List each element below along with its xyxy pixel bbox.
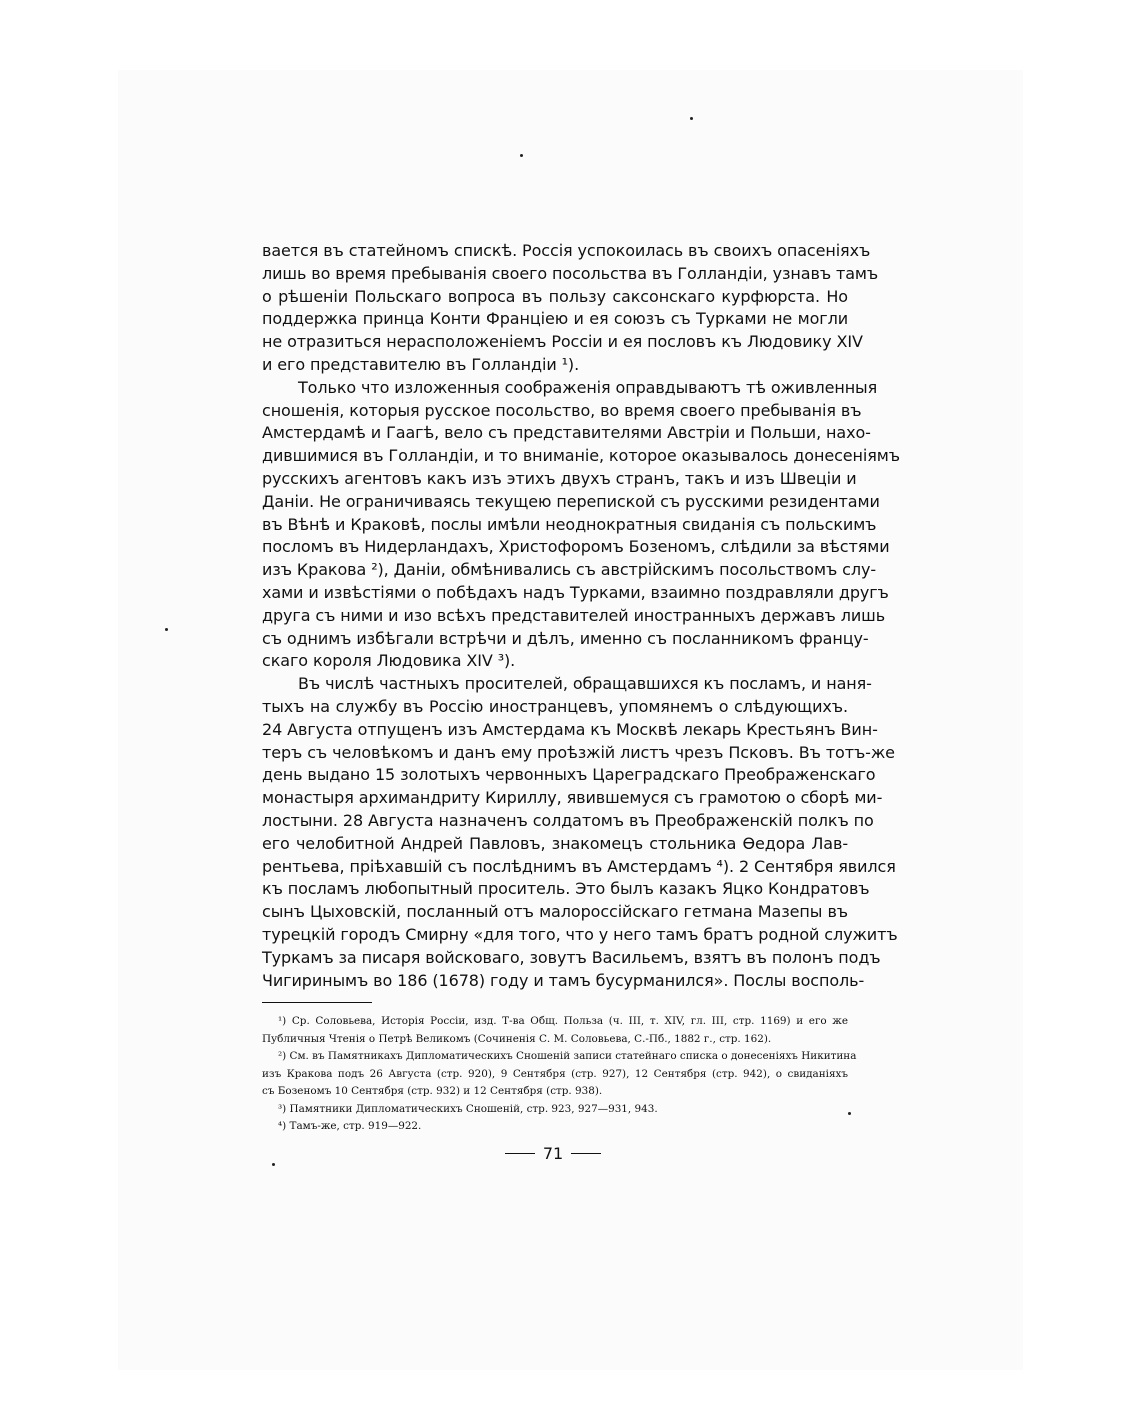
text-line: лишь во время пребыванія своего посольства въ Голландіи, узнавъ тамъ (262, 263, 879, 283)
text-line: изъ Кракова ²), Даніи, обмѣнивались съ австрійскимъ посольствомъ слу- (262, 560, 877, 580)
footnote-line: ¹) Ср. Соловьева, Исторія Россіи, изд. Т-ва Общ. Польза (ч. III, т. XIV, гл. III, стр. 1169) и его же (278, 1015, 848, 1027)
text-line: Даніи. Не ограничиваясь текущею перепиской съ русскими резидентами (262, 491, 880, 511)
paragraph (262, 377, 900, 673)
text-line: его челобитной Андрей Павловъ, знакомецъ стольника Ѳедора Лав- (262, 833, 848, 853)
text-line: посломъ въ Нидерландахъ, Христофоромъ Бозеномъ, слѣдили за вѣстями (262, 537, 890, 557)
text-line: Туркамъ за писаря войсковаго, зовутъ Васильемъ, взятъ въ полонъ подъ (262, 947, 881, 967)
text-line: Только что изложенныя соображенія оправдываютъ тѣ оживленныя (298, 377, 878, 397)
text-line: вается въ статейномъ спискѣ. Россія успокоилась въ своихъ опасеніяхъ (262, 241, 871, 260)
footnote-line: Публичныя Чтенія о Петрѣ Великомъ (Сочиненія С. М. Соловьева, С.-Пб., 1882 г., стр. 162). (262, 1032, 772, 1045)
text-line: въ Вѣнѣ и Краковѣ, послы имѣли неоднократныя свиданія съ польскимъ (262, 514, 877, 534)
text-line: о рѣшеніи Польскаго вопроса въ пользу саксонскаго курфюрста. Но (262, 286, 848, 306)
text-line: дившимися въ Голландіи, и то вниманіе, которое оказывалось донесеніямъ (262, 446, 900, 466)
footnote-line: ³) Памятники Дипломатическихъ Сношеній, стр. 923, 927—931, 943. (278, 1102, 658, 1115)
scan-speck (520, 154, 523, 157)
text-line: поддержка принца Конти Франціею и ея союзъ съ Турками не могли (262, 309, 848, 329)
text-line: тыхъ на службу въ Россію иностранцевъ, упомянемъ о слѣдующихъ. (262, 696, 848, 716)
paragraph (262, 240, 879, 377)
footnote-line: ⁴) Тамъ-же, стр. 919—922. (278, 1120, 422, 1132)
scan-speck (272, 1163, 275, 1166)
text-line: Амстердамѣ и Гаагѣ, вело съ представителями Австріи и Польши, нахо- (262, 423, 871, 443)
text-line: рентьева, пріѣхавшій съ послѣднимъ въ Амстердамъ ⁴). 2 Сентября явился (262, 856, 896, 876)
footnote-line: съ Бозеномъ 10 Сентября (стр. 932) и 12 Сентября (стр. 938). (262, 1085, 603, 1097)
footnotes (262, 1013, 857, 1136)
footnote (262, 1101, 848, 1119)
text-line: къ посламъ любопытный проситель. Это былъ казакъ Яцко Кондратовъ (262, 879, 870, 899)
text-line: теръ съ человѣкомъ и данъ ему проѣзжій листъ чрезъ Псковъ. Въ тотъ-же (262, 742, 895, 762)
page-number-dash (571, 1153, 601, 1154)
text-line: лостыни. 28 Августа назначенъ солдатомъ въ Преображенскій полкъ по (262, 810, 874, 830)
text-line: сынъ Цыховскій, посланный отъ малороссійскаго гетмана Мазепы въ (262, 902, 848, 922)
scan-speck (848, 1112, 851, 1115)
text-line: друга съ ними и изо всѣхъ представителей иностранныхъ державъ лишь (262, 605, 886, 625)
page-number-value: 71 (542, 1143, 564, 1163)
text-line: хами и извѣстіями о побѣдахъ надъ Турками, взаимно поздравляли другъ (262, 582, 889, 602)
text-line: съ однимъ избѣгали встрѣчи и дѣлъ, именно съ посланникомъ францу- (262, 628, 869, 648)
main-text (262, 240, 900, 992)
text-line: Въ числѣ частныхъ просителей, обращавшихся къ посламъ, и наня- (298, 674, 872, 694)
text-line: не отразиться нерасположеніемъ Россіи и ея пословъ къ Людовику XIV (262, 332, 863, 352)
text-line: Чигиринымъ во 186 (1678) году и тамъ бусурманился». Послы восполь- (262, 970, 865, 990)
text-line: русскихъ агентовъ какъ изъ этихъ двухъ странъ, такъ и изъ Швеціи и (262, 468, 857, 488)
scan-speck (690, 117, 693, 120)
footnote-line: изъ Кракова подъ 26 Августа (стр. 920), 9 Сентября (стр. 927), 12 Сентября (стр. 942), о свиданіяхъ (262, 1067, 848, 1080)
footnote (262, 1013, 848, 1048)
page-number-dash (505, 1153, 535, 1154)
scan-speck (165, 628, 168, 631)
page-number (497, 1142, 609, 1164)
text-line: и его представителю въ Голландіи ¹). (262, 354, 580, 374)
footnote (262, 1118, 848, 1136)
text-line: турецкій городъ Смирну «для того, что у него тамъ братъ родной служитъ (262, 924, 898, 944)
text-line: день выдано 15 золотыхъ червонныхъ Цареградскаго Преображенскаго (262, 765, 876, 785)
text-line: скаго короля Людовика XIV ³). (262, 651, 516, 671)
footnote (262, 1048, 857, 1101)
footnote-separator (262, 1002, 372, 1003)
text-line: монастыря архимандриту Кириллу, явившемуся съ грамотою о сборѣ ми- (262, 788, 883, 808)
paragraph (262, 673, 898, 992)
text-line: 24 Августа отпущенъ изъ Амстердама къ Москвѣ лекарь Крестьянъ Вин- (262, 719, 878, 739)
footnote-line: ²) См. въ Памятникахъ Дипломатическихъ Сношеній записи статейнаго списка о донесеніяхъ Никитина (278, 1050, 857, 1062)
text-line: сношенія, которыя русское посольство, во время своего пребыванія въ (262, 400, 862, 420)
